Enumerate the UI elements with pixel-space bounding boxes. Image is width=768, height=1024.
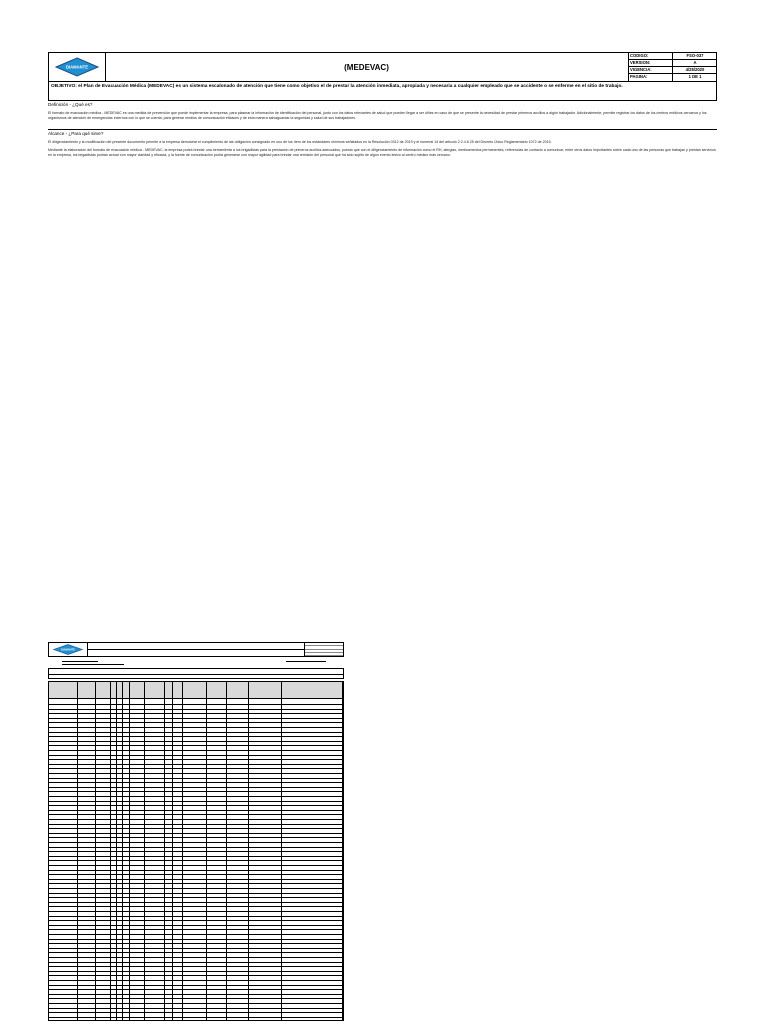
form-grid-row-line [49,860,343,861]
form-grid-row-line [49,741,343,742]
form-meta-row [305,653,343,656]
form-grid-row-line [49,736,343,737]
document-header [48,52,717,82]
form-grid-row-line [49,971,343,972]
form-grid-row-line [49,851,343,852]
form-grid-row-line [49,755,343,756]
form-grid-row-line [49,998,343,999]
form-grid-row-line [49,879,343,880]
form-grid-row-line [49,939,343,940]
scope-title: Alcance - ¿Para qué sirve? [48,131,104,136]
meta-label: PAGINA: [629,74,673,81]
meta-value: 4/25/2020 [685,67,705,72]
form-logo [49,643,88,656]
meta-row-page [629,74,717,81]
section-divider [48,129,717,130]
form-grid-row-line [49,962,343,963]
form-meta-table [304,643,343,656]
form-grid-row-line [49,810,343,811]
objective-box: OBJETIVO: el Plan de Evacuación Médica (MEDEVAC) es un sistema escalonado de atención que tiene como objetivo el de prestar la atención inmediata, apropiada y necesaria a cualquier empleado que se accidente o se enferme en el sitio de trabajo. [48,82,717,101]
form-grid-row-line [49,787,343,788]
form-subtitle-row [87,650,305,657]
meta-row-code [629,53,717,60]
form-data-grid [48,681,344,1021]
form-fill-line [286,661,326,662]
form-grid-row-line [49,934,343,935]
form-logo-text: DIAMANTE [61,648,75,652]
form-grid-row-line [49,916,343,917]
definition-text: El formato de evacuación médica - MEDEVAC es una medida de prevención que puede implementar la empresa, para plasmar la información de identificación del personal, junto con los datos relevantes de salud que pueden llegar a ser útiles en caso de que se presente la necesidad de prestar primeros auxilios a algún trabajador. Adicionalmente, permite registrar los datos de los centros médicos cercanos y los organismos de atención de emergencias externos con lo que se cuenta, para generar medios de comunicación eficaces y de esta manera salvaguardar la seguridad y salud de sus trabajadores. [48,111,707,120]
medevac-form-preview [48,642,344,1024]
meta-label: CODIGO: [629,53,673,59]
meta-value: FSO-037 [686,53,704,58]
form-grid-row-line [49,920,343,921]
scope-text-2: Mediante la elaboración del formato de evacuación médica - MEDEVAC, la empresa podrá brindar una herramienta a los brigadistas para la prestación de primeros auxilios adecuados, puesto que con el diligenciamiento de información como el RH, alergias, medicamentos permanentes, referencias de contacto a comunicar, entre otros datos importantes sobre cada uno de las personas que trabajan y prestan servicios en la empresa, los brigadistas podrán actuar con mayor claridad y eficacia, y la fuente de comunicación podrá generarse con mayor agilidad para brindar una remisión del personal que ha sido sujeto de algún evento lesivo al centro médico más cercano. [48,148,716,157]
form-fill-line [62,661,98,662]
form-header [48,642,344,657]
form-grid-row-line [49,883,343,884]
form-grid-row-line [49,709,343,710]
form-grid-row-line [49,847,343,848]
form-grid-row-line [49,713,343,714]
form-grid-row-line [49,805,343,806]
form-grid-row-line [49,764,343,765]
form-grid-row-line [49,819,343,820]
meta-label: VERSION: [629,60,673,66]
form-grid-row-line [49,1017,343,1018]
form-fill-lines [48,657,344,667]
form-grid-row-line [49,824,343,825]
form-grid-row-line [49,782,343,783]
form-grid-row-line [49,1012,343,1013]
form-grid-row-line [49,989,343,990]
form-grid-row-line [49,952,343,953]
scope-text-1: El diligenciamiento y la modificación del presente documento permite a la empresa demostrar el cumplimiento de las obligación consignado en uno de los ítem de los estándares mínimos señalados en la Resolución 0312 de 2019 y el numeral 14 del artículo 2.2.4.6.25 del Decreto Único Reglamentario 1072 de 2015. [48,140,552,144]
form-grid-row-line [49,906,343,907]
meta-value: 1 DE 1 [688,74,702,79]
meta-value: A [693,60,697,65]
form-grid-row-line [49,718,343,719]
form-grid-row-line [49,888,343,889]
diamante-logo-icon [53,644,83,655]
form-grid-row-line [49,732,343,733]
form-title-cells [87,643,305,656]
form-grid-row-line [49,943,343,944]
form-grid-row-line [49,833,343,834]
form-grid-row-line [49,704,343,705]
form-grid-row-line [49,773,343,774]
form-grid-row-line [49,929,343,930]
form-grid-row-line [49,814,343,815]
form-fill-line [62,664,124,665]
meta-row-validity [629,67,717,74]
form-grid-row-line [49,874,343,875]
form-grid-row-line [49,897,343,898]
form-grid-row-line [49,768,343,769]
form-grid-row-line [49,1008,343,1009]
form-grid-row-line [49,870,343,871]
form-grid-row-line [49,1003,343,1004]
form-grid-row-line [49,722,343,723]
company-logo [49,53,106,81]
form-grid-row-line [49,856,343,857]
form-grid-row-line [49,745,343,746]
form-grid-row-line [49,778,343,779]
document-title: (MEDEVAC) [344,62,389,72]
form-grid-row-line [49,837,343,838]
meta-label: VIGENCIA: [629,67,673,73]
form-grid-row-line [49,985,343,986]
logo-text: DIAMANTE [65,64,89,70]
form-grid-row-line [49,893,343,894]
form-grid-row-line [49,865,343,866]
form-grid-row-line [49,925,343,926]
form-grid-row-line [49,801,343,802]
form-grid-row-line [49,948,343,949]
meta-row-version [629,60,717,67]
definition-title: Definición - ¿Qué es? [48,102,93,107]
form-grid-row-line [49,828,343,829]
form-grid-row-line [49,759,343,760]
form-instructions-box [48,668,344,675]
form-grid-row-line [49,902,343,903]
form-grid-row-line [49,727,343,728]
form-grid-row-line [49,842,343,843]
form-grid-row-line [49,994,343,995]
form-grid-row-line [49,957,343,958]
form-grid-row-line [49,975,343,976]
form-grid-row-line [49,980,343,981]
document-meta-table [628,53,717,81]
form-grid-row-line [49,911,343,912]
form-grid-header [49,682,343,699]
document-sheet [48,52,717,158]
form-grid-row-line [49,966,343,967]
diamante-logo-icon [55,57,99,77]
form-grid-row-line [49,796,343,797]
form-grid-row-line [49,791,343,792]
form-instructions-row [48,675,344,679]
form-grid-row-line [49,750,343,751]
